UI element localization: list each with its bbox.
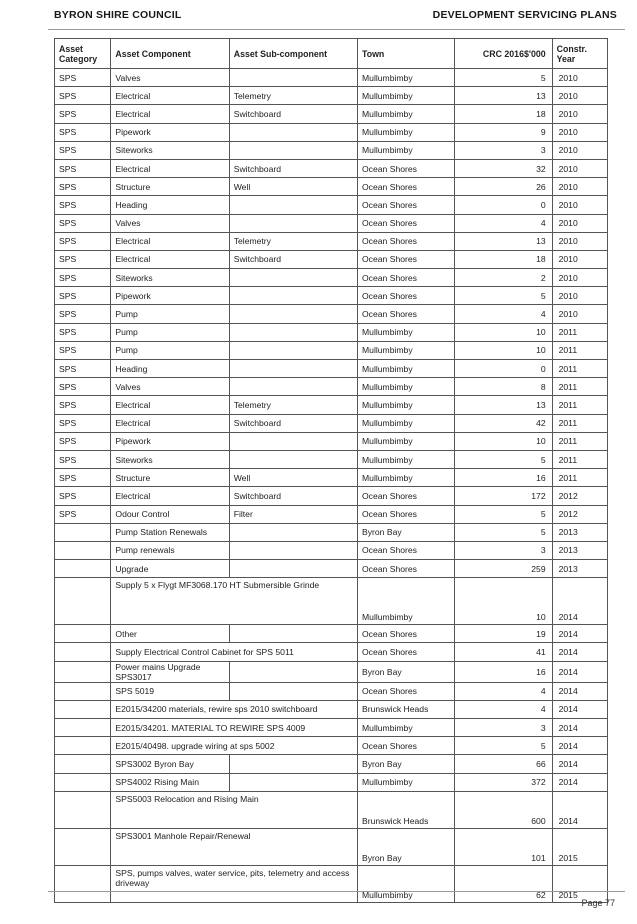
crc-value-cell: 10 xyxy=(455,432,552,450)
crc-value-cell: 66 xyxy=(455,755,552,773)
asset-component-cell: Structure xyxy=(111,469,229,487)
asset-subcomponent-cell: Switchboard xyxy=(229,105,357,123)
table-row xyxy=(55,505,608,523)
town-cell: Brunswick Heads xyxy=(358,700,455,718)
crc-value-cell: 5 xyxy=(455,737,552,755)
town-cell: Mullumbimby xyxy=(358,396,455,414)
footer-divider xyxy=(48,891,625,892)
asset-category-cell: SPS xyxy=(55,196,111,214)
column-header: Asset Component xyxy=(111,39,229,69)
construction-year-cell: 2012 xyxy=(552,487,607,505)
table-row xyxy=(55,341,608,359)
table-row xyxy=(55,773,608,791)
town-cell: Ocean Shores xyxy=(358,487,455,505)
crc-value-cell: 0 xyxy=(455,360,552,378)
asset-subcomponent-cell xyxy=(229,541,357,559)
asset-component-cell: SPS3001 Manhole Repair/Renewal xyxy=(111,828,358,865)
crc-value-cell: 13 xyxy=(455,87,552,105)
construction-year-cell: 2014 xyxy=(552,755,607,773)
construction-year-cell: 2015 xyxy=(552,865,607,902)
table-row xyxy=(55,541,608,559)
construction-year-cell: 2014 xyxy=(552,643,607,661)
table-row xyxy=(55,865,608,902)
construction-year-cell: 2014 xyxy=(552,625,607,643)
crc-value-cell: 9 xyxy=(455,123,552,141)
page-header xyxy=(54,9,617,25)
town-cell: Mullumbimby xyxy=(358,719,455,737)
asset-component-cell: Power mains Upgrade SPS3017 xyxy=(111,661,229,682)
construction-year-cell: 2015 xyxy=(552,828,607,865)
construction-year-cell: 2010 xyxy=(552,196,607,214)
crc-value-cell: 10 xyxy=(455,323,552,341)
construction-year-cell: 2014 xyxy=(552,791,607,828)
table-row xyxy=(55,105,608,123)
asset-category-cell: SPS xyxy=(55,341,111,359)
construction-year-cell: 2011 xyxy=(552,323,607,341)
column-header: CRC 2016$'000 xyxy=(455,39,552,69)
table-row xyxy=(55,523,608,541)
town-cell: Ocean Shores xyxy=(358,505,455,523)
town-cell: Mullumbimby xyxy=(358,69,455,87)
construction-year-cell: 2010 xyxy=(552,287,607,305)
asset-subcomponent-cell: Switchboard xyxy=(229,414,357,432)
asset-component-cell: Pipework xyxy=(111,123,229,141)
crc-value-cell: 3 xyxy=(455,541,552,559)
construction-year-cell: 2011 xyxy=(552,432,607,450)
crc-value-cell: 4 xyxy=(455,682,552,700)
crc-value-cell: 41 xyxy=(455,643,552,661)
table-row xyxy=(55,560,608,578)
crc-value-cell: 10 xyxy=(455,341,552,359)
asset-component-cell: Heading xyxy=(111,196,229,214)
asset-subcomponent-cell: Switchboard xyxy=(229,250,357,268)
crc-value-cell: 62 xyxy=(455,865,552,902)
asset-category-cell xyxy=(55,625,111,643)
table-row xyxy=(55,791,608,828)
construction-year-cell: 2010 xyxy=(552,123,607,141)
asset-component-cell: Structure xyxy=(111,178,229,196)
asset-component-cell: Electrical xyxy=(111,250,229,268)
table-body xyxy=(55,69,608,903)
crc-value-cell: 5 xyxy=(455,523,552,541)
asset-category-cell xyxy=(55,828,111,865)
page-number: Page 77 xyxy=(581,898,615,908)
asset-category-cell: SPS xyxy=(55,69,111,87)
asset-category-cell xyxy=(55,541,111,559)
asset-component-cell: Upgrade xyxy=(111,560,229,578)
asset-category-cell xyxy=(55,560,111,578)
crc-value-cell: 8 xyxy=(455,378,552,396)
town-cell: Ocean Shores xyxy=(358,178,455,196)
construction-year-cell: 2012 xyxy=(552,505,607,523)
asset-component-cell: SPS 5019 xyxy=(111,682,229,700)
crc-value-cell: 5 xyxy=(455,287,552,305)
table-row xyxy=(55,323,608,341)
asset-subcomponent-cell xyxy=(229,755,357,773)
asset-category-cell xyxy=(55,719,111,737)
crc-value-cell: 4 xyxy=(455,700,552,718)
construction-year-cell: 2014 xyxy=(552,737,607,755)
construction-year-cell: 2014 xyxy=(552,578,607,625)
asset-subcomponent-cell xyxy=(229,661,357,682)
asset-subcomponent-cell xyxy=(229,323,357,341)
asset-category-cell xyxy=(55,661,111,682)
asset-category-cell: SPS xyxy=(55,414,111,432)
asset-category-cell: SPS xyxy=(55,505,111,523)
asset-subcomponent-cell xyxy=(229,196,357,214)
construction-year-cell: 2011 xyxy=(552,378,607,396)
crc-value-cell: 18 xyxy=(455,105,552,123)
table-row xyxy=(55,69,608,87)
crc-value-cell: 32 xyxy=(455,159,552,177)
town-cell: Byron Bay xyxy=(358,523,455,541)
town-cell: Mullumbimby xyxy=(358,450,455,468)
crc-value-cell: 16 xyxy=(455,661,552,682)
construction-year-cell: 2011 xyxy=(552,469,607,487)
town-cell: Mullumbimby xyxy=(358,432,455,450)
town-cell: Ocean Shores xyxy=(358,287,455,305)
asset-component-cell: E2015/40498. upgrade wiring at sps 5002 xyxy=(111,737,358,755)
construction-year-cell: 2010 xyxy=(552,250,607,268)
table-row xyxy=(55,196,608,214)
asset-subcomponent-cell xyxy=(229,305,357,323)
table-row xyxy=(55,487,608,505)
town-cell: Ocean Shores xyxy=(358,560,455,578)
town-cell: Byron Bay xyxy=(358,661,455,682)
town-cell: Mullumbimby xyxy=(358,323,455,341)
table-row xyxy=(55,305,608,323)
asset-component-cell: Pipework xyxy=(111,287,229,305)
construction-year-cell: 2011 xyxy=(552,396,607,414)
table-row xyxy=(55,232,608,250)
asset-table xyxy=(54,38,608,903)
crc-value-cell: 4 xyxy=(455,214,552,232)
asset-component-cell: Heading xyxy=(111,360,229,378)
asset-subcomponent-cell xyxy=(229,123,357,141)
asset-subcomponent-cell xyxy=(229,69,357,87)
asset-component-cell: E2015/34201. MATERIAL TO REWIRE SPS 4009 xyxy=(111,719,358,737)
asset-component-cell: Siteworks xyxy=(111,269,229,287)
asset-category-cell xyxy=(55,700,111,718)
asset-category-cell xyxy=(55,755,111,773)
town-cell: Ocean Shores xyxy=(358,250,455,268)
crc-value-cell: 18 xyxy=(455,250,552,268)
asset-category-cell: SPS xyxy=(55,232,111,250)
asset-component-cell: SPS4002 Rising Main xyxy=(111,773,229,791)
table-row xyxy=(55,250,608,268)
crc-value-cell: 372 xyxy=(455,773,552,791)
construction-year-cell: 2014 xyxy=(552,682,607,700)
asset-component-cell: Pipework xyxy=(111,432,229,450)
crc-value-cell: 600 xyxy=(455,791,552,828)
table-row xyxy=(55,287,608,305)
asset-subcomponent-cell xyxy=(229,360,357,378)
town-cell: Ocean Shores xyxy=(358,643,455,661)
asset-category-cell xyxy=(55,523,111,541)
town-cell: Byron Bay xyxy=(358,828,455,865)
asset-component-cell: Odour Control xyxy=(111,505,229,523)
asset-category-cell xyxy=(55,643,111,661)
asset-component-cell: Pump renewals xyxy=(111,541,229,559)
town-cell: Mullumbimby xyxy=(358,578,455,625)
town-cell: Ocean Shores xyxy=(358,214,455,232)
table-row xyxy=(55,625,608,643)
crc-value-cell: 172 xyxy=(455,487,552,505)
crc-value-cell: 10 xyxy=(455,578,552,625)
asset-category-cell: SPS xyxy=(55,178,111,196)
table-row xyxy=(55,159,608,177)
asset-category-cell: SPS xyxy=(55,432,111,450)
column-header: Asset Category xyxy=(55,39,111,69)
council-name: BYRON SHIRE COUNCIL xyxy=(54,9,182,21)
asset-subcomponent-cell: Filter xyxy=(229,505,357,523)
asset-category-cell: SPS xyxy=(55,269,111,287)
table-row xyxy=(55,123,608,141)
crc-value-cell: 16 xyxy=(455,469,552,487)
asset-component-cell: Valves xyxy=(111,214,229,232)
crc-value-cell: 19 xyxy=(455,625,552,643)
asset-subcomponent-cell: Telemetry xyxy=(229,87,357,105)
crc-value-cell: 13 xyxy=(455,232,552,250)
asset-category-cell: SPS xyxy=(55,214,111,232)
table-row xyxy=(55,700,608,718)
asset-component-cell: Siteworks xyxy=(111,141,229,159)
asset-subcomponent-cell xyxy=(229,214,357,232)
table-row xyxy=(55,178,608,196)
asset-component-cell: Siteworks xyxy=(111,450,229,468)
asset-category-cell: SPS xyxy=(55,487,111,505)
asset-component-cell: SPS, pumps valves, water service, pits, telemetry and access driveway xyxy=(111,865,358,902)
town-cell: Mullumbimby xyxy=(358,87,455,105)
crc-value-cell: 5 xyxy=(455,69,552,87)
town-cell: Ocean Shores xyxy=(358,625,455,643)
construction-year-cell: 2010 xyxy=(552,105,607,123)
table-row xyxy=(55,469,608,487)
crc-value-cell: 0 xyxy=(455,196,552,214)
asset-category-cell xyxy=(55,791,111,828)
asset-subcomponent-cell xyxy=(229,341,357,359)
document-title: DEVELOPMENT SERVICING PLANS xyxy=(432,9,617,21)
construction-year-cell: 2010 xyxy=(552,214,607,232)
town-cell: Ocean Shores xyxy=(358,232,455,250)
asset-subcomponent-cell xyxy=(229,432,357,450)
town-cell: Ocean Shores xyxy=(358,269,455,287)
asset-component-cell: Electrical xyxy=(111,487,229,505)
asset-category-cell: SPS xyxy=(55,450,111,468)
asset-category-cell xyxy=(55,865,111,902)
asset-component-cell: Valves xyxy=(111,378,229,396)
table-row xyxy=(55,682,608,700)
asset-component-cell: Electrical xyxy=(111,396,229,414)
asset-component-cell: Electrical xyxy=(111,105,229,123)
crc-value-cell: 259 xyxy=(455,560,552,578)
town-cell: Mullumbimby xyxy=(358,469,455,487)
table-row xyxy=(55,87,608,105)
table-row xyxy=(55,141,608,159)
asset-subcomponent-cell xyxy=(229,625,357,643)
town-cell: Mullumbimby xyxy=(358,773,455,791)
asset-category-cell: SPS xyxy=(55,469,111,487)
construction-year-cell: 2010 xyxy=(552,178,607,196)
asset-subcomponent-cell: Well xyxy=(229,469,357,487)
asset-subcomponent-cell xyxy=(229,287,357,305)
asset-category-cell: SPS xyxy=(55,123,111,141)
town-cell: Ocean Shores xyxy=(358,196,455,214)
asset-category-cell: SPS xyxy=(55,305,111,323)
table-row xyxy=(55,450,608,468)
town-cell: Mullumbimby xyxy=(358,141,455,159)
town-cell: Mullumbimby xyxy=(358,414,455,432)
asset-category-cell: SPS xyxy=(55,378,111,396)
construction-year-cell: 2014 xyxy=(552,773,607,791)
table-row xyxy=(55,360,608,378)
town-cell: Ocean Shores xyxy=(358,541,455,559)
construction-year-cell: 2010 xyxy=(552,141,607,159)
asset-category-cell: SPS xyxy=(55,396,111,414)
asset-subcomponent-cell xyxy=(229,682,357,700)
asset-category-cell: SPS xyxy=(55,323,111,341)
table-row xyxy=(55,661,608,682)
crc-value-cell: 13 xyxy=(455,396,552,414)
asset-subcomponent-cell xyxy=(229,269,357,287)
asset-component-cell: Pump Station Renewals xyxy=(111,523,229,541)
table-row xyxy=(55,719,608,737)
table-row xyxy=(55,214,608,232)
town-cell: Mullumbimby xyxy=(358,378,455,396)
town-cell: Ocean Shores xyxy=(358,737,455,755)
crc-value-cell: 5 xyxy=(455,505,552,523)
construction-year-cell: 2014 xyxy=(552,661,607,682)
asset-component-cell: E2015/34200 materials, rewire sps 2010 switchboard xyxy=(111,700,358,718)
asset-subcomponent-cell xyxy=(229,450,357,468)
table-row xyxy=(55,396,608,414)
crc-value-cell: 4 xyxy=(455,305,552,323)
crc-value-cell: 26 xyxy=(455,178,552,196)
table-row xyxy=(55,378,608,396)
table-row xyxy=(55,269,608,287)
asset-subcomponent-cell: Switchboard xyxy=(229,487,357,505)
town-cell: Mullumbimby xyxy=(358,105,455,123)
crc-value-cell: 2 xyxy=(455,269,552,287)
construction-year-cell: 2011 xyxy=(552,360,607,378)
crc-value-cell: 3 xyxy=(455,719,552,737)
construction-year-cell: 2013 xyxy=(552,541,607,559)
asset-component-cell: Other xyxy=(111,625,229,643)
asset-component-cell: Valves xyxy=(111,69,229,87)
asset-subcomponent-cell: Telemetry xyxy=(229,232,357,250)
construction-year-cell: 2011 xyxy=(552,341,607,359)
construction-year-cell: 2010 xyxy=(552,69,607,87)
construction-year-cell: 2011 xyxy=(552,450,607,468)
asset-category-cell: SPS xyxy=(55,159,111,177)
table-row xyxy=(55,828,608,865)
construction-year-cell: 2011 xyxy=(552,414,607,432)
asset-component-cell: SPS3002 Byron Bay xyxy=(111,755,229,773)
town-cell: Ocean Shores xyxy=(358,682,455,700)
construction-year-cell: 2014 xyxy=(552,719,607,737)
town-cell: Mullumbimby xyxy=(358,341,455,359)
asset-subcomponent-cell xyxy=(229,560,357,578)
column-header: Asset Sub-component xyxy=(229,39,357,69)
table-row xyxy=(55,755,608,773)
town-cell: Byron Bay xyxy=(358,755,455,773)
asset-category-cell: SPS xyxy=(55,87,111,105)
town-cell: Ocean Shores xyxy=(358,159,455,177)
table-row xyxy=(55,414,608,432)
asset-component-cell: SPS5003 Relocation and Rising Main xyxy=(111,791,358,828)
asset-subcomponent-cell xyxy=(229,141,357,159)
asset-component-cell: Pump xyxy=(111,323,229,341)
asset-category-cell: SPS xyxy=(55,250,111,268)
asset-component-cell: Pump xyxy=(111,305,229,323)
asset-subcomponent-cell xyxy=(229,523,357,541)
column-header: Constr. Year xyxy=(552,39,607,69)
table-row xyxy=(55,578,608,625)
construction-year-cell: 2014 xyxy=(552,700,607,718)
construction-year-cell: 2010 xyxy=(552,159,607,177)
header-divider xyxy=(48,29,625,30)
asset-category-cell: SPS xyxy=(55,141,111,159)
asset-subcomponent-cell: Switchboard xyxy=(229,159,357,177)
town-cell: Mullumbimby xyxy=(358,123,455,141)
asset-component-cell: Electrical xyxy=(111,232,229,250)
asset-category-cell xyxy=(55,578,111,625)
asset-category-cell xyxy=(55,773,111,791)
crc-value-cell: 5 xyxy=(455,450,552,468)
crc-value-cell: 42 xyxy=(455,414,552,432)
asset-subcomponent-cell: Well xyxy=(229,178,357,196)
asset-category-cell: SPS xyxy=(55,287,111,305)
asset-component-cell: Electrical xyxy=(111,159,229,177)
construction-year-cell: 2010 xyxy=(552,269,607,287)
asset-category-cell: SPS xyxy=(55,360,111,378)
asset-category-cell xyxy=(55,737,111,755)
table-header-row xyxy=(55,39,608,69)
crc-value-cell: 3 xyxy=(455,141,552,159)
asset-component-cell: Electrical xyxy=(111,414,229,432)
asset-component-cell: Pump xyxy=(111,341,229,359)
asset-subcomponent-cell xyxy=(229,378,357,396)
construction-year-cell: 2010 xyxy=(552,87,607,105)
table-row xyxy=(55,643,608,661)
asset-component-cell: Electrical xyxy=(111,87,229,105)
table-row xyxy=(55,432,608,450)
town-cell: Mullumbimby xyxy=(358,865,455,902)
construction-year-cell: 2013 xyxy=(552,523,607,541)
asset-component-cell: Supply Electrical Control Cabinet for SPS 5011 xyxy=(111,643,358,661)
town-cell: Brunswick Heads xyxy=(358,791,455,828)
construction-year-cell: 2013 xyxy=(552,560,607,578)
asset-category-cell xyxy=(55,682,111,700)
asset-component-cell: Supply 5 x Flygt MF3068.170 HT Submersible Grinde xyxy=(111,578,358,625)
asset-subcomponent-cell: Telemetry xyxy=(229,396,357,414)
town-cell: Ocean Shores xyxy=(358,305,455,323)
crc-value-cell: 101 xyxy=(455,828,552,865)
asset-subcomponent-cell xyxy=(229,773,357,791)
column-header: Town xyxy=(358,39,455,69)
construction-year-cell: 2010 xyxy=(552,305,607,323)
construction-year-cell: 2010 xyxy=(552,232,607,250)
table-row xyxy=(55,737,608,755)
asset-category-cell: SPS xyxy=(55,105,111,123)
town-cell: Mullumbimby xyxy=(358,360,455,378)
